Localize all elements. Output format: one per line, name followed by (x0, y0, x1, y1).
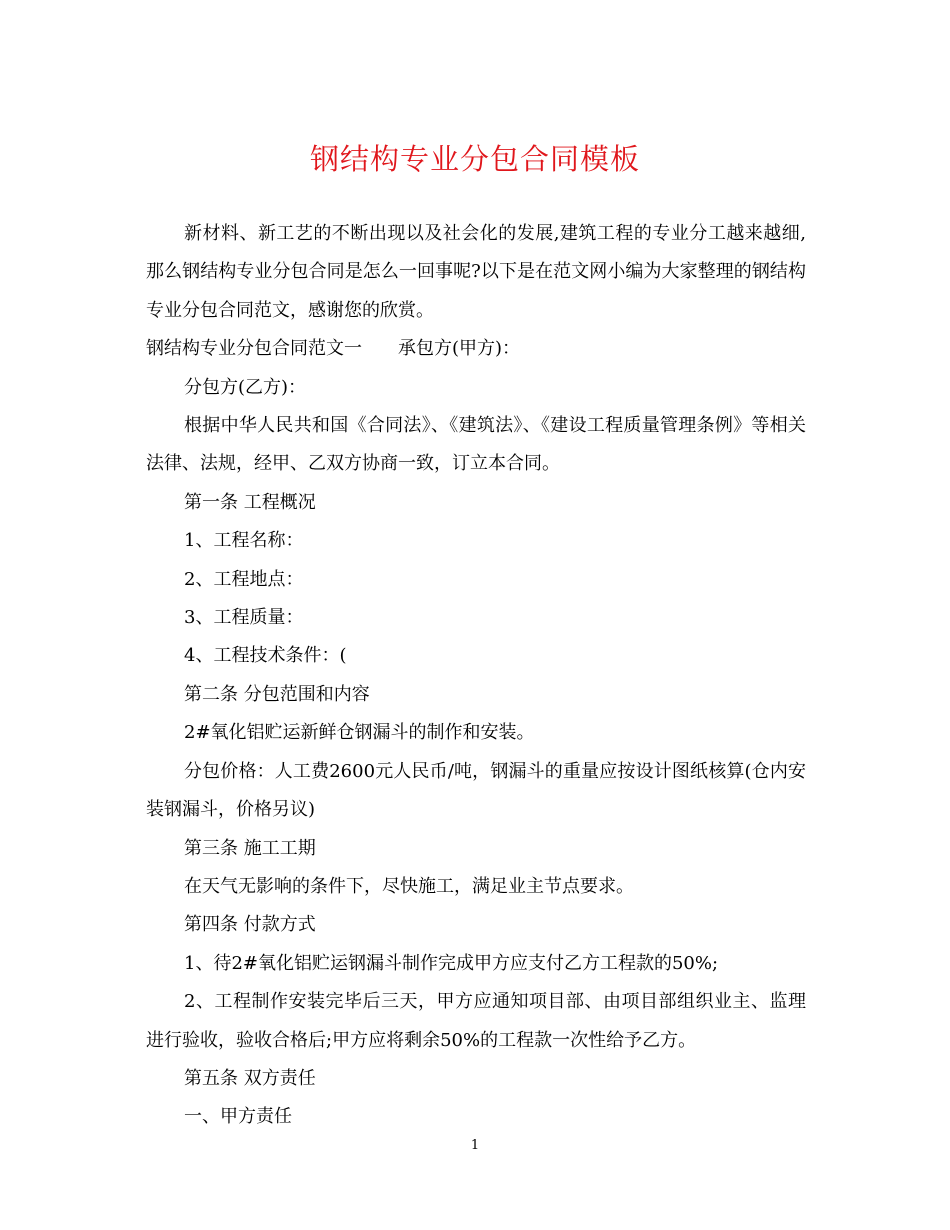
project-name-line: 1、工程名称： (184, 530, 304, 552)
project-tech-line: 4、工程技术条件：( (184, 645, 347, 667)
price-paragraph: 分包价格：人工费2600元人民币/吨，钢漏斗的重量应按设计图纸核算(仓内安装钢漏斗，价格另议) (146, 760, 806, 821)
article-3-heading: 第三条 施工工期 (184, 837, 316, 859)
article-2-heading: 第二条 分包范围和内容 (184, 683, 370, 705)
document-body (146, 215, 806, 1137)
schedule-line: 在天气无影响的条件下，尽快施工，满足业主节点要求。 (184, 875, 634, 897)
payment-1-line: 1、待2#氧化铝贮运钢漏斗制作完成甲方应支付乙方工程款的50%; (184, 952, 719, 974)
article-4-heading: 第四条 付款方式 (184, 914, 316, 936)
page-number: 1 (470, 1138, 480, 1153)
sample-heading: 钢结构专业分包合同范文一 (146, 338, 362, 360)
scope-line: 2#氧化铝贮运新鲜仓钢漏斗的制作和安装。 (184, 722, 535, 744)
sample-heading-line (146, 330, 806, 368)
project-quality-line: 3、工程质量： (184, 607, 304, 629)
basis-paragraph: 根据中华人民共和国《合同法》、《建筑法》、《建设工程质量管理条例》等相关法律、法规，经甲、乙双方协商一致，订立本合同。 (146, 415, 806, 475)
article-5-heading: 第五条 双方责任 (184, 1067, 316, 1089)
article-1-heading: 第一条 工程概况 (184, 491, 316, 513)
party-a-duty-heading: 一、甲方责任 (184, 1106, 292, 1128)
party-b-label: 分包方(乙方)： (184, 376, 307, 398)
document-title: 钢结构专业分包合同模板 (309, 142, 640, 176)
payment-2-paragraph: 2、工程制作安装完毕后三天，甲方应通知项目部、由项目部组织业主、监理进行验收，验收合格后;甲方应将剩余50%的工程款一次性给予乙方。 (146, 991, 806, 1051)
intro-paragraph: 新材料、新工艺的不断出现以及社会化的发展,建筑工程的专业分工越来越细,那么钢结构专业分包合同是怎么一回事呢?以下是在范文网小编为大家整理的钢结构专业分包合同范文，感谢您的欣赏。 (146, 223, 806, 321)
party-a-label: 承包方(甲方)： (398, 338, 521, 360)
project-location-line: 2、工程地点： (184, 568, 304, 590)
